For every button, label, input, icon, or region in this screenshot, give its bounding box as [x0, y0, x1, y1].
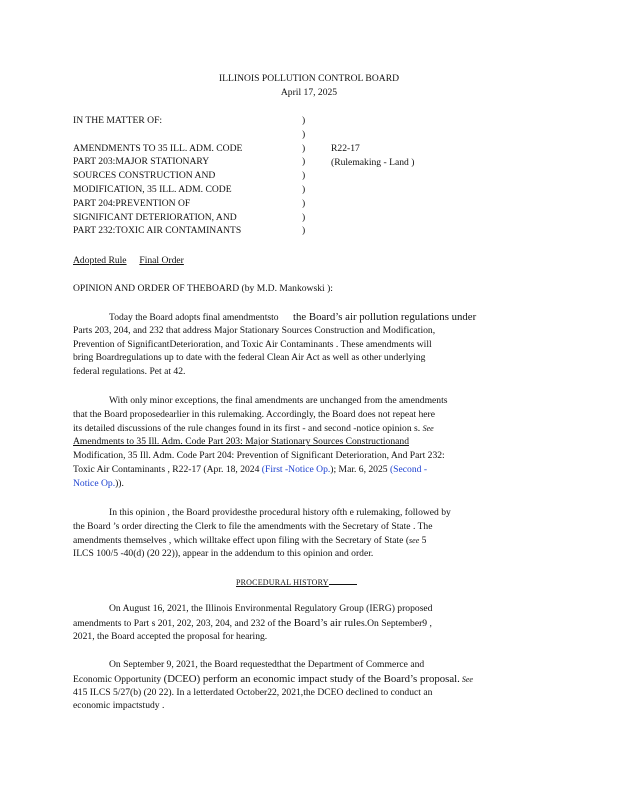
- case-caption: [73, 114, 373, 238]
- text-line: Modification, 35 Ill. Adm. Code Part 204: Prevention of Significant Deterioration, And Part 232:: [73, 450, 445, 462]
- text-line: 2021, the Board accepted the proposal for hearing.: [73, 630, 268, 642]
- section-heading: [236, 575, 357, 590]
- caption-line: MODIFICATION, 35 ILL. ADM. CODE: [73, 183, 232, 195]
- caption-line: IN THE MATTER OF:: [73, 115, 163, 126]
- paren: ): [302, 170, 306, 182]
- text-run: amendments themselves , which willtake effect upon filing with the Secretary of State (: [73, 534, 410, 546]
- docket-number: R22-17: [331, 143, 360, 154]
- text-run: Toxic Air Contaminants , R22-17 (Apr. 18, 2024: [73, 463, 262, 475]
- paren: ): [302, 115, 306, 126]
- caption-line: [73, 128, 373, 142]
- text-line: the Board ’s order directing the Clerk to file the amendments with the Secretary of State . The: [73, 520, 433, 532]
- text-line: With only minor exceptions, the final amendments are unchanged from the amendments: [109, 395, 448, 406]
- caption-parens: [302, 114, 305, 238]
- text-run: ); Mar. 6, 2025: [330, 463, 390, 475]
- caption-line: SIGNIFICANT DETERIORATION, AND: [73, 211, 237, 223]
- opinion-date: April 17, 2025: [280, 87, 338, 98]
- order-type: [73, 254, 184, 268]
- text-line: that the Board proposedearlier in this rulemaking. Accordingly, the Board does not repeat here: [73, 408, 435, 420]
- caption-line: PART 232:TOXIC AIR CONTAMINANTS: [73, 225, 242, 237]
- paren: ): [302, 156, 306, 168]
- text-run: 5: [419, 534, 427, 546]
- text-run: amendments to Part s 201, 202, 203, 204, and 232 of: [73, 617, 278, 629]
- text-line: federal regulations. Pet at 42.: [73, 366, 186, 378]
- text-line: Prevention of SignificantDeterioration, and Toxic Air Contaminants . These amendments will: [73, 338, 432, 350]
- text-run: Economic Opportunity: [73, 673, 164, 685]
- caption-line: PART 204:PREVENTION OF: [73, 197, 191, 209]
- opinion-by-line: OPINION AND ORDER OF THEBOARD (by M.D. Mankowski ):: [73, 283, 333, 294]
- text-run: Today the Board adopts final amendmentsto: [109, 312, 279, 323]
- text-line: ILCS 100/5 -40(d) (20 22)), appear in the addendum to this opinion and order.: [73, 548, 374, 560]
- text-line: bring Boardregulations up to date with the federal Clean Air Act as well as other underlying: [73, 352, 426, 364]
- paragraph-3: [73, 506, 541, 561]
- text-run: )).: [115, 477, 124, 489]
- caption-line: AMENDMENTS TO 35 ILL. ADM. CODE: [73, 142, 243, 154]
- first-notice-link[interactable]: (First -Notice Op.: [261, 463, 331, 475]
- text-line: 415 ILCS 5/27(b) (20 22). In a letterdated October22, 2021,the DCEO declined to conduct an: [73, 686, 433, 698]
- see-signal: See: [422, 423, 434, 433]
- text-line: On September 9, 2021, the Board requestedthat the Department of Commerce and: [109, 659, 425, 670]
- text-run: the Board’s air pollution regulations under: [292, 311, 477, 323]
- paren: ): [302, 197, 306, 209]
- citation-line: Amendments to 35 Ill. Adm. Code Part 203: Major Stationary Sources Constructionand: [73, 436, 410, 448]
- second-notice-link-cont[interactable]: Notice Op.: [73, 477, 116, 489]
- paragraph-2: [73, 394, 541, 491]
- paragraph-1: [73, 310, 541, 379]
- procedural-history-heading: PROCEDURAL HISTORY: [236, 578, 329, 587]
- docket-block: [331, 142, 414, 170]
- second-notice-link[interactable]: (Second -: [389, 463, 428, 475]
- text-line: economic impactstudy .: [73, 700, 165, 712]
- text-run: (DCEO) perform an economic impact study of the Board’s proposal.: [163, 672, 460, 685]
- paren: ): [302, 225, 306, 237]
- paren: ): [302, 128, 306, 140]
- order-type-part1: Adopted Rule: [73, 255, 127, 266]
- text-run: s.On September9 ,: [360, 617, 432, 629]
- caption-line: PART 203:MAJOR STATIONARY: [73, 156, 210, 168]
- see-signal: see: [409, 535, 420, 545]
- order-type-part2: Final Order: [139, 255, 184, 266]
- docket-type: (Rulemaking - Land ): [331, 156, 415, 168]
- text-run: the Board’s air rule: [277, 616, 361, 629]
- paragraph-5: [73, 658, 541, 713]
- see-signal: See: [459, 674, 473, 684]
- text-line: Parts 203, 204, and 232 that address Major Stationary Sources Construction and Modification,: [73, 324, 436, 336]
- paren: ): [302, 211, 306, 223]
- paren: ): [302, 183, 306, 195]
- text-line: In this opinion , the Board providesthe procedural history ofth e rulemaking, followed by: [109, 507, 451, 518]
- paragraph-4: [73, 602, 541, 643]
- paren: ): [302, 142, 306, 154]
- caption-line: SOURCES CONSTRUCTION AND: [73, 170, 216, 182]
- text-run: its detailed discussions of the rule changes found in its first - and second -notice opinion s.: [73, 422, 421, 434]
- text-line: On August 16, 2021, the Illinois Environmental Regulatory Group (IERG) proposed: [109, 603, 433, 614]
- agency-title: ILLINOIS POLLUTION CONTROL BOARD: [218, 73, 400, 84]
